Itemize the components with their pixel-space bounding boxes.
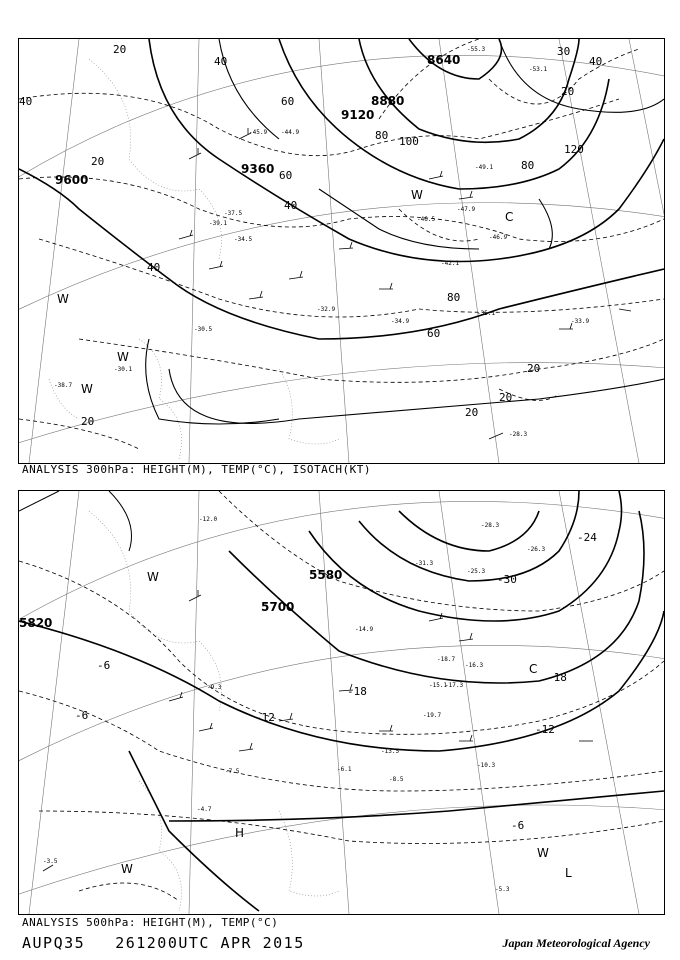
height-contour-labels [55,53,460,187]
obs-label: -6.1 [337,766,352,773]
isotach-label: 40 [214,55,228,68]
temp-label: -6 [97,659,111,672]
obs-label: -46.5 [417,216,436,223]
isotach-label: 20 [465,406,479,419]
height-label-8880: 8880 [371,94,405,108]
obs-label: -13.5 [381,748,400,755]
obs-label: -28.3 [509,431,528,438]
obs-label: -16.3 [465,662,484,669]
height-label-8640: 8640 [427,53,461,67]
isotach-label: 20 [81,415,95,428]
height-label-9600: 9600 [55,173,89,187]
obs-label: -31.3 [415,560,434,567]
obs-label: -19.7 [423,712,442,719]
isotach-label: 80 [375,129,389,142]
isotach-label: 80 [447,291,461,304]
obs-label: -15.1 [429,682,448,689]
isotach-label: 40 [589,55,603,68]
obs-label: -38.7 [54,382,73,389]
month-year: APR 2015 [220,934,305,952]
map-panel-500hpa [18,490,665,915]
high-center-letter: H [235,826,245,840]
temp-label: -12 [535,723,555,736]
temp-label: -18 [347,685,367,698]
obs-label: -34.9 [391,318,410,325]
caption-300hpa: ANALYSIS 300hPa: HEIGHT(M), TEMP(°C), ISOTACH(KT) [22,463,372,476]
isotach-label: 60 [281,95,295,108]
obs-label: -10.3 [477,762,496,769]
obs-label: -14.9 [355,626,374,633]
obs-label: -7.5 [225,768,240,775]
warm-center-letter: W [81,382,93,396]
obs-label: -49.1 [475,164,494,171]
graticule [19,39,664,463]
isotach-label: 20 [561,85,575,98]
product-code: AUPQ35 [22,934,86,952]
cold-center-letter: C [505,210,514,224]
isotherms [19,491,664,901]
isotach-label: 60 [427,327,441,340]
valid-time: 261200UTC [115,934,210,952]
cold-center-letter: C [529,662,538,676]
obs-label: -26.3 [527,546,546,553]
temp-label: -30 [497,573,517,586]
isotach-label: 40 [284,199,298,212]
temp-label: -6 [75,709,89,722]
isotach-label: 20 [527,362,541,375]
isotach-label: 20 [113,43,127,56]
temp-label: -18 [547,671,567,684]
isotach-label: 120 [564,143,584,156]
obs-label: -18.7 [437,656,456,663]
obs-label: -4.7 [197,806,212,813]
obs-label: -30.5 [194,326,213,333]
temp-label: -24 [577,531,597,544]
obs-label: -28.3 [481,522,500,529]
isotherms [19,39,664,449]
height-contours [19,491,664,911]
obs-label: -8.5 [389,776,404,783]
obs-label: -53.1 [529,66,548,73]
height-label-5580: 5580 [309,568,343,582]
height-contour-labels [19,568,342,630]
center-letters [121,570,572,880]
agency-name: Japan Meteorological Agency [502,936,650,950]
obs-label: -3.5 [43,858,58,865]
temp-label: -12 [255,711,275,724]
height-contours [19,39,664,339]
warm-center-letter: W [411,188,423,202]
map-300hpa-svg [19,39,664,463]
warm-center-letter: W [121,862,133,876]
observation-labels [43,516,545,893]
obs-label: -25.3 [467,568,486,575]
obs-label: -45.9 [249,129,268,136]
height-label-9360: 9360 [241,162,275,176]
obs-label: -47.9 [457,206,476,213]
warm-center-letter: W [117,350,129,364]
map-500hpa-svg [19,491,664,914]
obs-label: -34.5 [234,236,253,243]
warm-center-letter: W [57,292,69,306]
isotach-label: 80 [521,159,535,172]
isotach-label: 40 [19,95,33,108]
isotach-label: 20 [499,391,513,404]
temp-label: -6 [511,819,525,832]
isotach-label: 100 [399,135,419,148]
isotach-label: 40 [147,261,161,274]
map-panel-300hpa [18,38,665,464]
isotach-label: 30 [557,45,571,58]
obs-label: -30.1 [114,366,133,373]
obs-label: -44.9 [281,129,300,136]
obs-label: -9.3 [207,684,222,691]
obs-label: -17.3 [445,682,464,689]
obs-label: -12.0 [199,516,218,523]
isotach-label: 20 [91,155,105,168]
warm-center-letter: W [147,570,159,584]
obs-label: -33.9 [571,318,590,325]
product-identifier [22,934,305,952]
height-label-5820: 5820 [19,616,53,630]
obs-label: -37.5 [224,210,243,217]
obs-label: -46.9 [489,234,508,241]
graticule [19,491,664,914]
isotach-label: 60 [279,169,293,182]
obs-label: -32.9 [317,306,336,313]
obs-label: -42.1 [441,260,460,267]
low-center-letter: L [565,866,572,880]
isotach-contours [146,39,664,424]
obs-label: -55.3 [467,46,486,53]
obs-label: -35.1 [477,310,496,317]
obs-label: -5.3 [495,886,510,893]
caption-500hpa: ANALYSIS 500hPa: HEIGHT(M), TEMP(°C) [22,916,279,929]
height-label-9120: 9120 [341,108,375,122]
obs-label: -39.1 [209,220,228,227]
height-label-5700: 5700 [261,600,295,614]
coastlines [89,511,339,911]
warm-center-letter: W [537,846,549,860]
